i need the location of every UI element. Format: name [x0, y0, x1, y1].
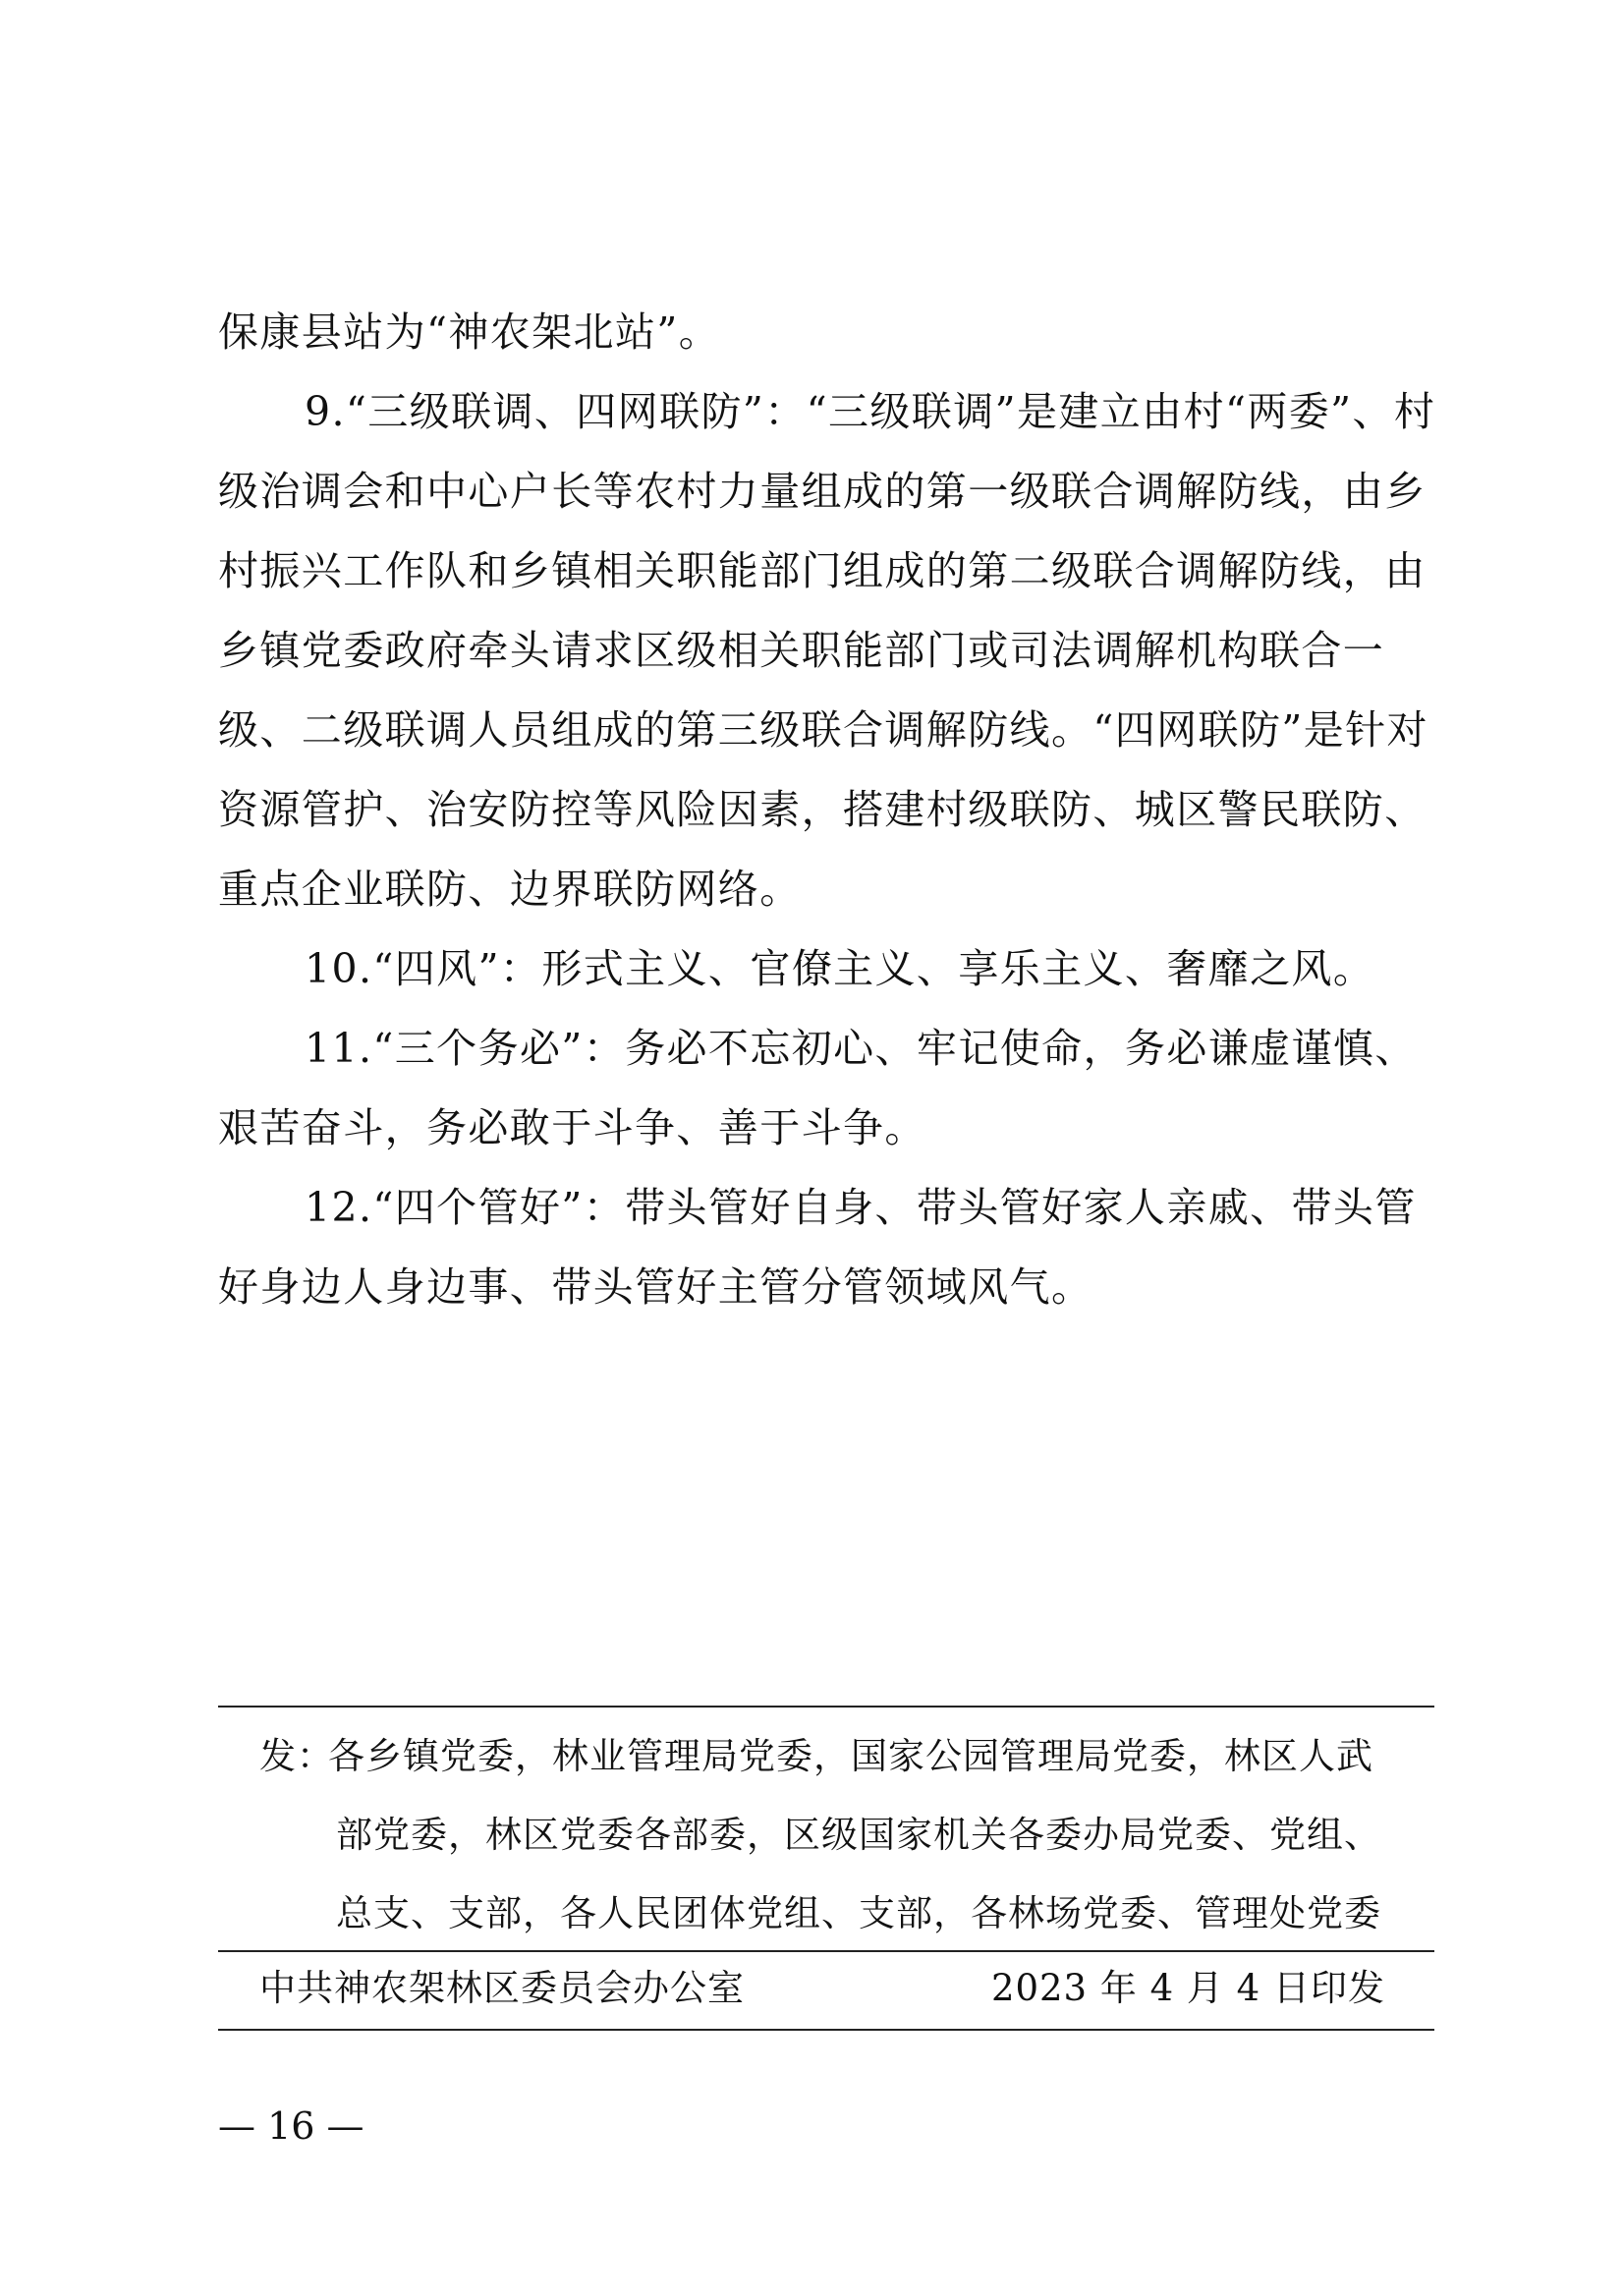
issuing-office: 中共神农架林区委员会办公室: [259, 1967, 745, 2009]
footer-middle-rule: [218, 1950, 1434, 1952]
body-text: [218, 293, 1436, 1327]
paragraph-continuation: 保康县站为“神农架北站”。: [218, 308, 721, 356]
distribution-line: 各乡镇党委，林业管理局党委，国家公园管理局党委，林区人武: [328, 1735, 1373, 1777]
distribution-line: 总支、支部，各人民团体党组、支部，各林场党委、管理处党委: [336, 1892, 1381, 1934]
footer-top-rule: [218, 1706, 1434, 1708]
distribution-label: 发：: [259, 1735, 334, 1777]
issue-date: 2023 年 4 月 4 日印发: [990, 1967, 1385, 2009]
distribution-recipients: [328, 1717, 1397, 1953]
paragraph-item-9: 9.“三级联调、四网联防”：“三级联调”是建立由村“两委”、村级治调会和中心户长等农村力量组成的第一级联合调解防线，由乡村振兴工作队和乡镇相关职能部门组成的第二级联合调解防线，由乡镇党委政府牵头请求区级相关职能部门或司法调解机构联合一级、二级联调人员组成的第三级联合调解防线。“四网联防”是针对资源管护、治安防控等风险因素，搭建村级联防、城区警民联防、重点企业联防、边界联防网络。: [218, 388, 1436, 913]
page-number: — 16 —: [218, 2104, 364, 2148]
paragraph-item-10: 10.“四风”：形式主义、官僚主义、享乐主义、奢靡之风。: [305, 945, 1375, 992]
paragraph-item-12: 12.“四个管好”：带头管好自身、带头管好家人亲戚、带头管好身边人身边事、带头管好主管分管领域风气。: [218, 1184, 1417, 1311]
distribution-line: 部党委，林区党委各部委，区级国家机关各委办局党委、党组、: [336, 1814, 1381, 1856]
paragraph-item-11: 11.“三个务必”：务必不忘初心、牢记使命，务必谦虚谨慎、艰苦奋斗，务必敢于斗争、善于斗争。: [218, 1025, 1417, 1151]
footer-bottom-rule: [218, 2029, 1434, 2031]
